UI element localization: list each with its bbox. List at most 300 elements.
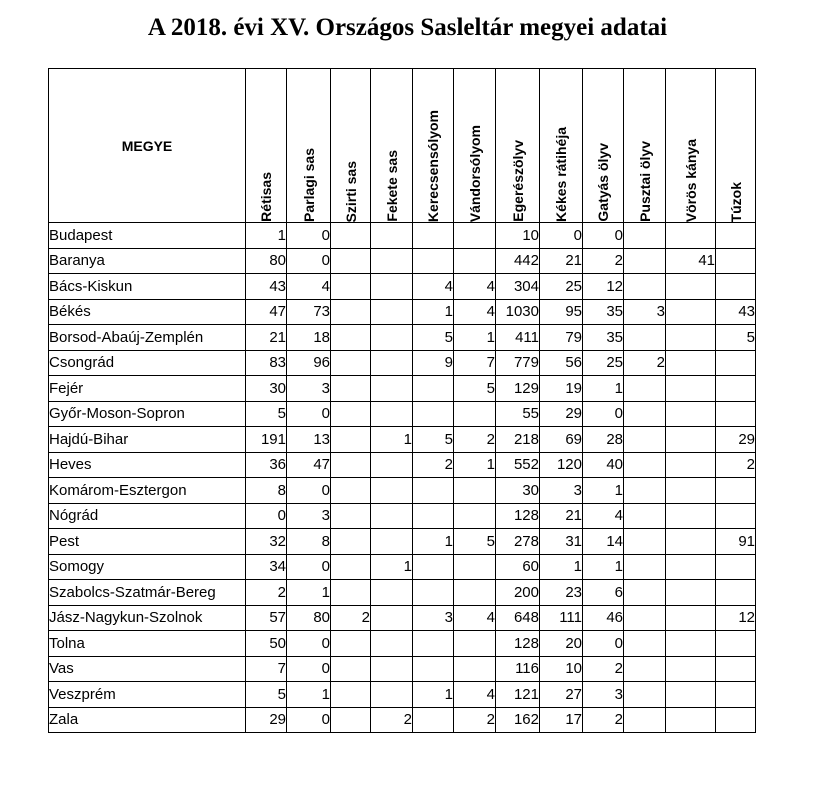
value-cell: 4 [413, 274, 454, 300]
column-header [666, 69, 716, 223]
county-name-cell: Baranya [49, 248, 246, 274]
column-header-label: Gatyás ölyv [595, 143, 611, 222]
value-cell: 80 [287, 605, 331, 631]
value-cell: 2 [583, 656, 624, 682]
value-cell: 69 [540, 427, 583, 453]
value-cell [716, 631, 756, 657]
value-cell: 3 [287, 376, 331, 402]
value-cell [331, 248, 371, 274]
value-cell [666, 299, 716, 325]
value-cell: 442 [496, 248, 540, 274]
value-cell: 83 [246, 350, 287, 376]
value-cell: 3 [413, 605, 454, 631]
value-cell [331, 580, 371, 606]
value-cell: 128 [496, 503, 540, 529]
value-cell: 1 [413, 299, 454, 325]
value-cell [331, 376, 371, 402]
value-cell: 5 [246, 682, 287, 708]
county-name-cell: Csongrád [49, 350, 246, 376]
value-cell [413, 478, 454, 504]
value-cell: 2 [413, 452, 454, 478]
value-cell [371, 248, 413, 274]
value-cell [331, 427, 371, 453]
value-cell: 0 [246, 503, 287, 529]
value-cell: 12 [583, 274, 624, 300]
value-cell: 0 [583, 401, 624, 427]
value-cell: 36 [246, 452, 287, 478]
value-cell: 0 [583, 631, 624, 657]
value-cell [666, 529, 716, 555]
value-cell: 56 [540, 350, 583, 376]
column-header [583, 69, 624, 223]
table-row [49, 554, 756, 580]
value-cell: 0 [287, 401, 331, 427]
value-cell: 1 [583, 478, 624, 504]
value-cell [454, 478, 496, 504]
value-cell [371, 478, 413, 504]
value-cell: 278 [496, 529, 540, 555]
table-row [49, 248, 756, 274]
value-cell [371, 223, 413, 249]
value-cell: 2 [331, 605, 371, 631]
value-cell [666, 325, 716, 351]
value-cell [413, 223, 454, 249]
value-cell [624, 631, 666, 657]
value-cell: 25 [540, 274, 583, 300]
value-cell: 1 [413, 529, 454, 555]
county-name-cell: Budapest [49, 223, 246, 249]
value-cell [331, 401, 371, 427]
value-cell: 20 [540, 631, 583, 657]
value-cell: 0 [287, 554, 331, 580]
value-cell: 29 [540, 401, 583, 427]
value-cell: 648 [496, 605, 540, 631]
column-header [246, 69, 287, 223]
value-cell [624, 656, 666, 682]
value-cell [716, 656, 756, 682]
value-cell [666, 401, 716, 427]
value-cell [716, 682, 756, 708]
value-cell: 46 [583, 605, 624, 631]
value-cell [666, 682, 716, 708]
value-cell [454, 554, 496, 580]
value-cell: 0 [287, 707, 331, 733]
column-header-label: Fekete sas [383, 150, 400, 222]
value-cell: 23 [540, 580, 583, 606]
value-cell: 411 [496, 325, 540, 351]
table-body [49, 223, 756, 733]
value-cell: 0 [287, 656, 331, 682]
value-cell [454, 580, 496, 606]
value-cell [331, 707, 371, 733]
value-cell [624, 580, 666, 606]
value-cell [716, 503, 756, 529]
value-cell [331, 452, 371, 478]
value-cell [371, 401, 413, 427]
value-cell: 18 [287, 325, 331, 351]
value-cell [331, 656, 371, 682]
table-row [49, 580, 756, 606]
value-cell: 29 [716, 427, 756, 453]
value-cell: 55 [496, 401, 540, 427]
value-cell [624, 682, 666, 708]
value-cell [371, 631, 413, 657]
header-row [49, 69, 756, 223]
value-cell: 13 [287, 427, 331, 453]
column-header [496, 69, 540, 223]
value-cell: 47 [287, 452, 331, 478]
column-header-label: Vándorsólyom [466, 124, 483, 222]
value-cell [666, 554, 716, 580]
value-cell: 4 [454, 605, 496, 631]
value-cell: 191 [246, 427, 287, 453]
value-cell [331, 682, 371, 708]
value-cell: 779 [496, 350, 540, 376]
table-row [49, 401, 756, 427]
county-name-cell: Zala [49, 707, 246, 733]
value-cell: 79 [540, 325, 583, 351]
value-cell [413, 656, 454, 682]
value-cell: 47 [246, 299, 287, 325]
value-cell: 43 [246, 274, 287, 300]
value-cell [624, 274, 666, 300]
value-cell: 10 [496, 223, 540, 249]
column-header-label: Kerecsensólyom [425, 109, 441, 222]
value-cell: 1 [246, 223, 287, 249]
value-cell: 95 [540, 299, 583, 325]
value-cell: 30 [496, 478, 540, 504]
county-name-cell: Pest [49, 529, 246, 555]
value-cell [413, 554, 454, 580]
value-cell [371, 656, 413, 682]
value-cell [371, 529, 413, 555]
value-cell: 80 [246, 248, 287, 274]
value-cell [371, 452, 413, 478]
table-row [49, 682, 756, 708]
value-cell: 96 [287, 350, 331, 376]
table-row [49, 529, 756, 555]
value-cell: 12 [716, 605, 756, 631]
value-cell: 1030 [496, 299, 540, 325]
value-cell [716, 274, 756, 300]
value-cell [624, 325, 666, 351]
value-cell [716, 376, 756, 402]
county-name-cell: Bács-Kiskun [49, 274, 246, 300]
value-cell [413, 248, 454, 274]
value-cell: 5 [413, 427, 454, 453]
value-cell [666, 503, 716, 529]
value-cell [716, 350, 756, 376]
value-cell: 2 [624, 350, 666, 376]
value-cell [666, 452, 716, 478]
value-cell [454, 401, 496, 427]
value-cell: 17 [540, 707, 583, 733]
value-cell [331, 554, 371, 580]
value-cell [454, 248, 496, 274]
column-header-label: Pusztai ölyv [636, 141, 653, 222]
value-cell: 5 [454, 529, 496, 555]
county-name-cell: Hajdú-Bihar [49, 427, 246, 453]
value-cell [371, 503, 413, 529]
value-cell [454, 503, 496, 529]
value-cell: 1 [413, 682, 454, 708]
value-cell [666, 350, 716, 376]
value-cell: 129 [496, 376, 540, 402]
column-header [287, 69, 331, 223]
table-row [49, 223, 756, 249]
county-name-cell: Szabolcs-Szatmár-Bereg [49, 580, 246, 606]
county-name-cell: Komárom-Esztergon [49, 478, 246, 504]
value-cell: 4 [287, 274, 331, 300]
value-cell [331, 274, 371, 300]
value-cell [666, 478, 716, 504]
county-name-cell: Győr-Moson-Sopron [49, 401, 246, 427]
column-header [540, 69, 583, 223]
value-cell: 31 [540, 529, 583, 555]
value-cell: 3 [583, 682, 624, 708]
column-header-label: Parlagi sas [300, 148, 317, 222]
table-row [49, 427, 756, 453]
value-cell: 29 [246, 707, 287, 733]
value-cell [413, 376, 454, 402]
value-cell [413, 631, 454, 657]
value-cell [666, 707, 716, 733]
value-cell [716, 248, 756, 274]
value-cell: 1 [371, 554, 413, 580]
value-cell: 30 [246, 376, 287, 402]
value-cell: 41 [666, 248, 716, 274]
county-name-cell: Veszprém [49, 682, 246, 708]
value-cell: 35 [583, 325, 624, 351]
value-cell [371, 274, 413, 300]
county-column-header: MEGYE [49, 69, 246, 223]
value-cell: 1 [287, 682, 331, 708]
value-cell: 21 [540, 248, 583, 274]
value-cell: 162 [496, 707, 540, 733]
value-cell [413, 580, 454, 606]
county-name-cell: Heves [49, 452, 246, 478]
value-cell: 14 [583, 529, 624, 555]
value-cell: 10 [540, 656, 583, 682]
value-cell [666, 274, 716, 300]
value-cell [716, 223, 756, 249]
value-cell: 21 [540, 503, 583, 529]
value-cell [624, 503, 666, 529]
value-cell [413, 401, 454, 427]
value-cell: 218 [496, 427, 540, 453]
county-name-cell: Borsod-Abaúj-Zemplén [49, 325, 246, 351]
value-cell: 0 [583, 223, 624, 249]
value-cell: 50 [246, 631, 287, 657]
value-cell [371, 682, 413, 708]
value-cell: 32 [246, 529, 287, 555]
county-name-cell: Nógrád [49, 503, 246, 529]
value-cell: 5 [413, 325, 454, 351]
value-cell: 21 [246, 325, 287, 351]
column-header [716, 69, 756, 223]
value-cell: 111 [540, 605, 583, 631]
column-header-label: Rétisas [258, 172, 274, 222]
column-header-label: Szirti sas [342, 160, 359, 222]
value-cell: 3 [540, 478, 583, 504]
table-row [49, 605, 756, 631]
value-cell [624, 376, 666, 402]
value-cell: 5 [716, 325, 756, 351]
value-cell: 2 [716, 452, 756, 478]
value-cell: 552 [496, 452, 540, 478]
value-cell: 2 [454, 707, 496, 733]
table-row [49, 631, 756, 657]
value-cell: 121 [496, 682, 540, 708]
value-cell: 19 [540, 376, 583, 402]
column-header-label: Túzok [727, 181, 744, 222]
county-name-cell: Somogy [49, 554, 246, 580]
county-name-cell: Békés [49, 299, 246, 325]
value-cell: 25 [583, 350, 624, 376]
county-name-cell: Vas [49, 656, 246, 682]
table-row [49, 274, 756, 300]
value-cell: 120 [540, 452, 583, 478]
value-cell [331, 503, 371, 529]
value-cell [331, 299, 371, 325]
value-cell [413, 503, 454, 529]
value-cell: 73 [287, 299, 331, 325]
value-cell: 57 [246, 605, 287, 631]
value-cell [624, 248, 666, 274]
value-cell [624, 401, 666, 427]
value-cell: 34 [246, 554, 287, 580]
value-cell [624, 223, 666, 249]
value-cell: 2 [246, 580, 287, 606]
value-cell: 7 [246, 656, 287, 682]
value-cell [371, 580, 413, 606]
value-cell: 4 [454, 682, 496, 708]
value-cell: 60 [496, 554, 540, 580]
table-row [49, 325, 756, 351]
table-row [49, 376, 756, 402]
value-cell [371, 605, 413, 631]
value-cell: 1 [454, 452, 496, 478]
value-cell: 116 [496, 656, 540, 682]
value-cell [624, 554, 666, 580]
column-header-label: Vörös kánya [682, 138, 699, 222]
column-header [371, 69, 413, 223]
value-cell [716, 554, 756, 580]
table-row [49, 350, 756, 376]
value-cell [413, 707, 454, 733]
value-cell: 43 [716, 299, 756, 325]
value-cell [371, 325, 413, 351]
table-row [49, 707, 756, 733]
column-header-label: Kékes rátihéja [553, 127, 569, 222]
page-title: A 2018. évi XV. Országos Sasleltár megyei adatai [147, 14, 668, 41]
value-cell: 91 [716, 529, 756, 555]
value-cell [666, 376, 716, 402]
value-cell [666, 580, 716, 606]
value-cell: 0 [287, 478, 331, 504]
value-cell [624, 427, 666, 453]
column-header [454, 69, 496, 223]
value-cell: 128 [496, 631, 540, 657]
value-cell [716, 478, 756, 504]
value-cell: 28 [583, 427, 624, 453]
value-cell [666, 605, 716, 631]
value-cell [331, 631, 371, 657]
value-cell: 3 [624, 299, 666, 325]
county-name-cell: Jász-Nagykun-Szolnok [49, 605, 246, 631]
value-cell: 304 [496, 274, 540, 300]
value-cell: 5 [246, 401, 287, 427]
value-cell [716, 707, 756, 733]
column-header [624, 69, 666, 223]
value-cell [371, 376, 413, 402]
value-cell: 200 [496, 580, 540, 606]
value-cell [454, 656, 496, 682]
value-cell: 1 [371, 427, 413, 453]
value-cell: 1 [540, 554, 583, 580]
value-cell: 0 [287, 223, 331, 249]
value-cell: 8 [287, 529, 331, 555]
value-cell: 2 [454, 427, 496, 453]
value-cell: 3 [287, 503, 331, 529]
column-header [331, 69, 371, 223]
value-cell: 6 [583, 580, 624, 606]
value-cell: 1 [454, 325, 496, 351]
value-cell: 0 [540, 223, 583, 249]
value-cell [666, 656, 716, 682]
value-cell [716, 580, 756, 606]
value-cell [454, 223, 496, 249]
county-data-table [48, 68, 756, 733]
value-cell [331, 529, 371, 555]
value-cell [666, 631, 716, 657]
value-cell: 4 [454, 299, 496, 325]
value-cell: 0 [287, 631, 331, 657]
value-cell [666, 427, 716, 453]
value-cell: 2 [583, 248, 624, 274]
table-row [49, 503, 756, 529]
value-cell [624, 707, 666, 733]
value-cell: 2 [371, 707, 413, 733]
value-cell: 4 [454, 274, 496, 300]
table-row [49, 452, 756, 478]
value-cell: 35 [583, 299, 624, 325]
value-cell [331, 223, 371, 249]
value-cell [371, 299, 413, 325]
column-header [413, 69, 454, 223]
value-cell [624, 605, 666, 631]
value-cell [716, 401, 756, 427]
value-cell [666, 223, 716, 249]
value-cell: 2 [583, 707, 624, 733]
value-cell: 1 [583, 554, 624, 580]
value-cell [624, 529, 666, 555]
column-header-label: Egerészölyv [509, 140, 526, 222]
table-row [49, 656, 756, 682]
value-cell: 1 [287, 580, 331, 606]
value-cell [331, 350, 371, 376]
table-row [49, 299, 756, 325]
value-cell: 27 [540, 682, 583, 708]
value-cell: 8 [246, 478, 287, 504]
value-cell [624, 452, 666, 478]
value-cell: 7 [454, 350, 496, 376]
value-cell [624, 478, 666, 504]
county-name-cell: Fejér [49, 376, 246, 402]
value-cell: 40 [583, 452, 624, 478]
table-row [49, 478, 756, 504]
value-cell: 9 [413, 350, 454, 376]
